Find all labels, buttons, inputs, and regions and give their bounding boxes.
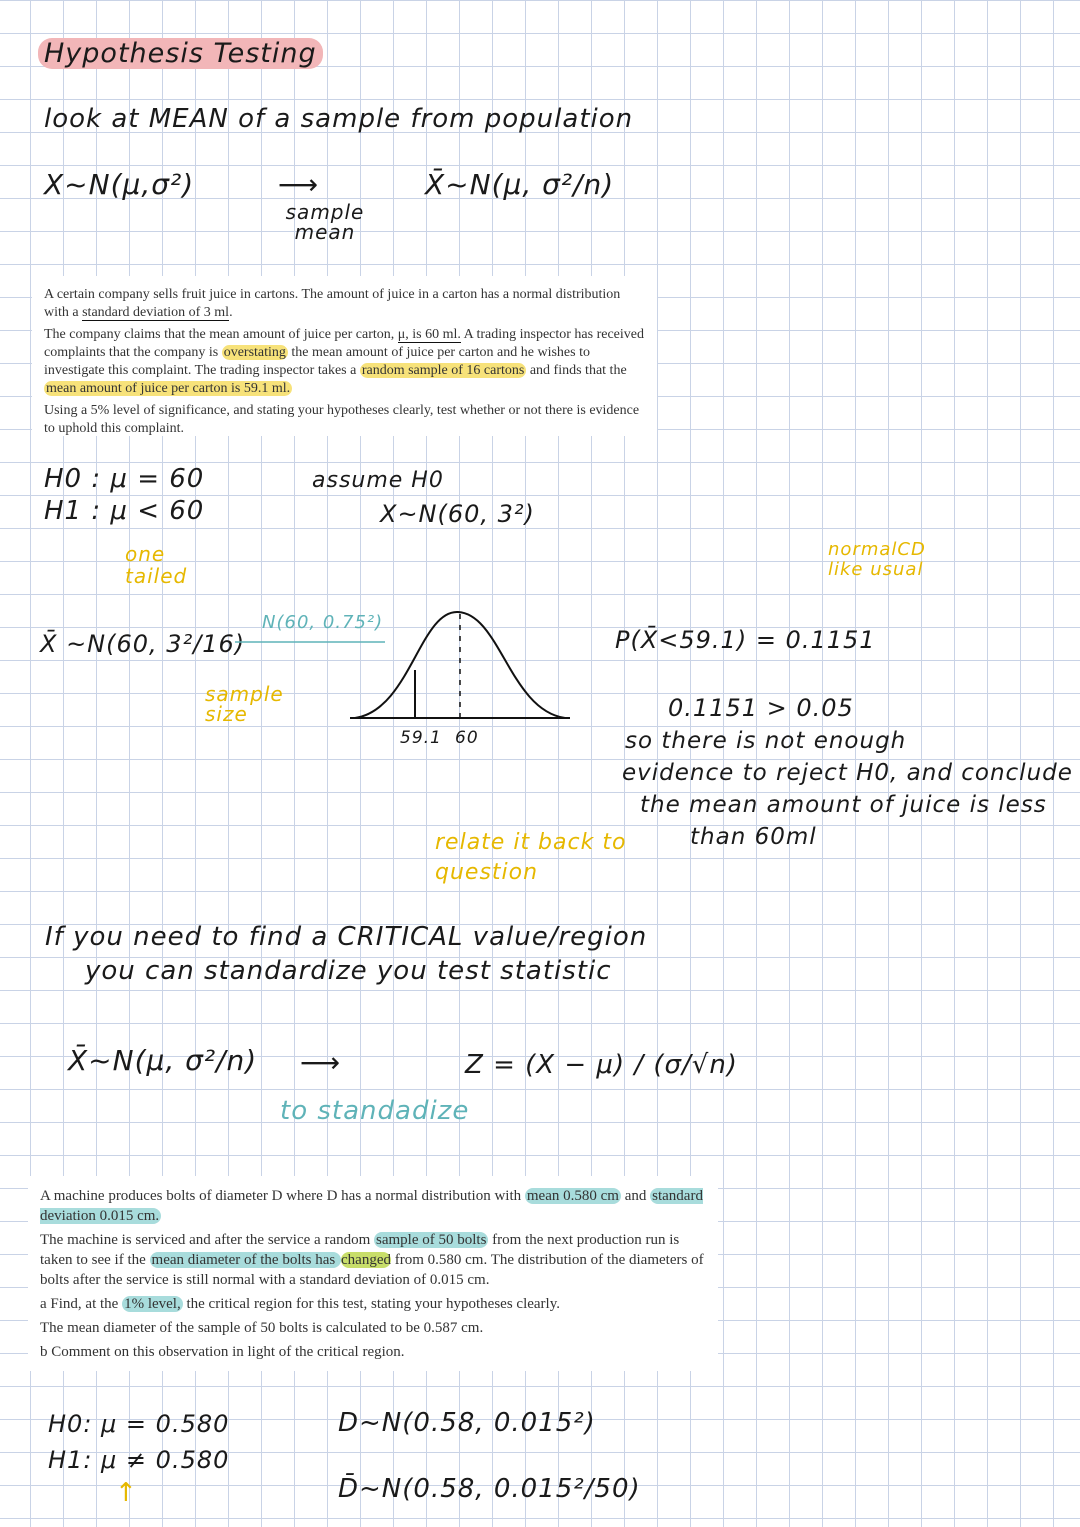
critical-note-1: If you need to find a CRITICAL value/region	[45, 922, 648, 952]
normalcd-note: normalCD like usual	[828, 539, 926, 580]
question-1: A certain company sells fruit juice in cartons. The amount of juice in a carton has a normal distribution with a standard deviation of 3 ml. The company claims that the mean amount of juice per carton, μ, is 60 ml. A trading inspector has received complaints that the company is overstating the mean amount of juice per carton and he wishes to investigate this complaint. The trading inspector takes a random sample of 16 cartons and finds that the mean amount of juice per carton is 59.1 ml. Using a 5% level of significance, and stating your hypotheses clearly, test whether or not there is evidence to uphold this complaint.	[32, 276, 657, 436]
question-2	[28, 1176, 718, 1371]
highlight-mean: mean amount of juice per carton is 59.1 ml.	[46, 381, 291, 396]
h0: H0 : μ = 60	[44, 464, 205, 494]
q2-text: from 0.580 cm. The distribution of the diameters of bolts after the service is still normal with a standard deviation of 0.015 cm.	[40, 1252, 704, 1288]
d-dist: D~N(0.58, 0.015²)	[338, 1408, 596, 1438]
q1-text: the mean amount of juice per carton and he wishes to investigate this complaint. The trading inspector takes a	[44, 345, 590, 378]
q2-part-a: a Find, at the	[40, 1296, 123, 1312]
comparison: 0.1151 > 0.05	[668, 694, 854, 722]
xbar-general: X̄~N(μ, σ²/n)	[68, 1044, 258, 1077]
conclusion-3: the mean amount of juice is less	[640, 792, 1047, 818]
normal-curve-sketch	[230, 600, 580, 730]
intro-note: look at MEAN of a sample from population	[44, 104, 634, 134]
q1-text: A certain company sells fruit juice in cartons. The amount of juice in a carton has a normal distribution with a	[44, 287, 621, 320]
tick-60: 60	[455, 728, 479, 748]
q1-text: and finds that the	[526, 363, 627, 378]
highlight-sample: sample of 50 bolts	[376, 1232, 487, 1248]
q2-text: the critical region for this test, stating your hypotheses clearly.	[182, 1296, 560, 1312]
arrow-icon: ⟶	[278, 168, 320, 201]
probability: P(X̄<59.1) = 0.1151	[615, 626, 876, 654]
conclusion-1: so there is not enough	[625, 728, 907, 754]
highlight-mean-diameter: mean diameter of the bolts has	[151, 1252, 339, 1268]
highlight-mean: mean 0.580 cm	[526, 1188, 619, 1204]
assume-dist: X~N(60, 3²)	[380, 500, 535, 528]
relate-note: relate it back to question	[435, 830, 627, 885]
highlight-level: 1% level,	[124, 1296, 181, 1312]
highlight-sample: random sample of 16 cartons	[361, 363, 525, 378]
one-tailed-note: one tailed	[125, 542, 188, 588]
sample-size-note: sample size	[205, 682, 284, 726]
page-title: Hypothesis Testing	[38, 38, 323, 69]
h1: H1 : μ < 60	[44, 496, 205, 526]
q1-text: A trading inspector has received complaints that the company is	[44, 327, 644, 360]
q1-text: The company claims that the mean amount of juice per carton,	[44, 327, 398, 342]
q1-question: Using a 5% level of significance, and stating your hypotheses clearly, test whether or not there is evidence to uphold this complaint.	[44, 403, 640, 436]
highlight-sd: standard deviation 0.015 cm.	[40, 1188, 703, 1224]
assume-h0: assume H0	[312, 468, 444, 493]
sample-mean-dist: X̄~N(μ, σ²/n)	[425, 168, 615, 201]
tick-59-1: 59.1	[400, 728, 442, 748]
standardize-note: to standadize	[280, 1096, 470, 1126]
normal-label: N(60, 0.75²)	[262, 612, 384, 633]
q2-text: from the next production run is taken to see if the	[40, 1232, 680, 1268]
conclusion-4: than 60ml	[690, 824, 817, 850]
highlight-overstating: overstating	[223, 345, 286, 360]
q1-underline-mean: μ, is 60 ml.	[397, 327, 461, 342]
q2-text: The machine is serviced and after the service a random	[40, 1232, 375, 1248]
q2-part-b: b Comment on this observation in light of the critical region.	[40, 1344, 405, 1360]
arrow-up-icon: ↑	[115, 1478, 138, 1508]
z-formula: Z = (X − μ) / (σ/√n)	[465, 1050, 738, 1080]
arrow-label: sample mean	[285, 200, 365, 244]
conclusion-2: evidence to reject H0, and conclude	[622, 760, 1073, 786]
highlight-changed: changed	[341, 1252, 391, 1268]
q1-underline-sd: standard deviation of 3 ml	[82, 305, 230, 320]
q2-text: and	[620, 1188, 651, 1204]
dbar-dist: D̄~N(0.58, 0.015²/50)	[338, 1474, 641, 1504]
population-dist: X~N(μ,σ²)	[44, 168, 195, 201]
q2-text: The mean diameter of the sample of 50 bolts is calculated to be 0.587 cm.	[40, 1320, 484, 1336]
arrow-icon: ⟶	[300, 1046, 342, 1079]
h0-bolts: H0: μ = 0.580	[48, 1410, 230, 1438]
q2-text: A machine produces bolts of diameter D where D has a normal distribution with	[40, 1188, 525, 1204]
h1-bolts: H1: μ ≠ 0.580	[48, 1446, 230, 1474]
critical-note-2: you can standardize you test statistic	[85, 956, 612, 986]
xbar-dist: X̄ ~N(60, 3²/16)	[40, 630, 246, 658]
